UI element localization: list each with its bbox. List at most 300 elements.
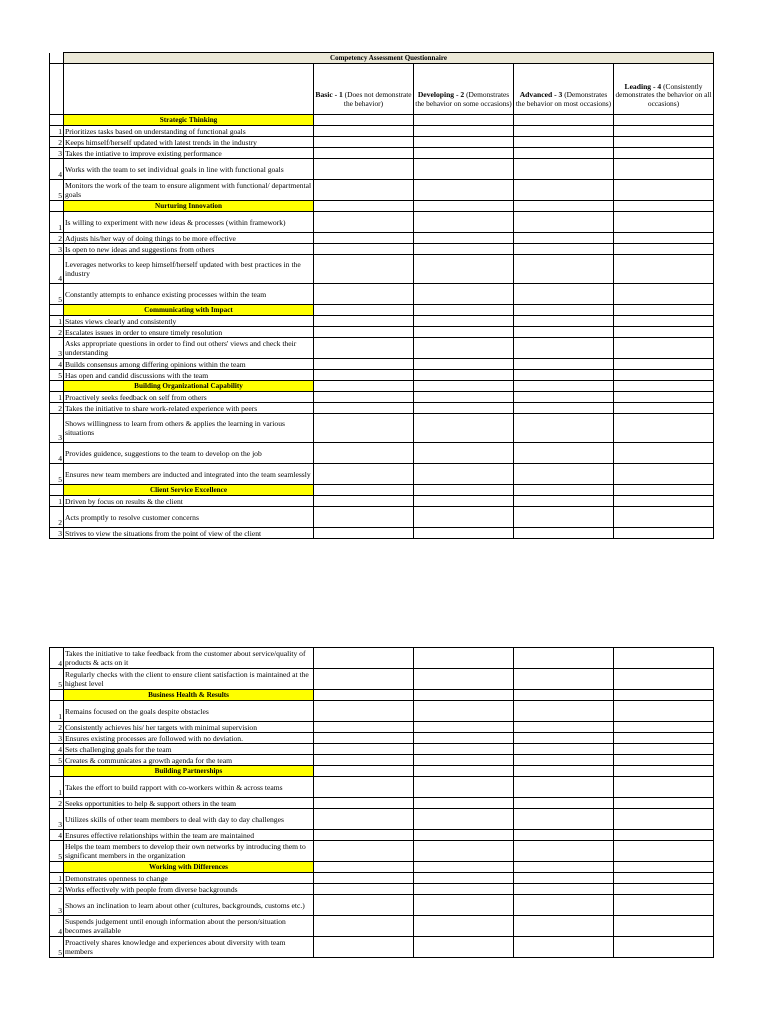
rating-cell-leading[interactable] [614, 359, 714, 370]
question-text: Acts promptly to resolve customer concerns [64, 507, 314, 528]
rating-cell-developing[interactable] [414, 798, 514, 809]
rating-cell-basic[interactable] [314, 744, 414, 755]
rating-cell-leading[interactable] [614, 701, 714, 722]
rating-cell-developing[interactable] [414, 148, 514, 159]
rating-cell-advanced[interactable] [514, 159, 614, 180]
rating-cell-advanced[interactable] [514, 359, 614, 370]
rating-cell-leading[interactable] [614, 316, 714, 327]
question-row [50, 464, 714, 485]
rating-cell-basic[interactable] [314, 244, 414, 255]
rating-cell-leading[interactable] [614, 464, 714, 485]
question-number: 2 [50, 507, 64, 528]
question-row [50, 233, 714, 244]
rating-cell-basic[interactable] [314, 255, 414, 284]
rating-cell-developing[interactable] [414, 895, 514, 916]
rating-cell-leading[interactable] [614, 233, 714, 244]
rating-cell-basic[interactable] [314, 809, 414, 830]
rating-cell-developing[interactable] [414, 284, 514, 305]
section-heading-nurturing-innovation: Nurturing Innovation [64, 201, 314, 212]
rating-cell-advanced[interactable] [514, 148, 614, 159]
question-text: Strives to view the situations from the point of view of the client [64, 528, 314, 539]
question-number: 1 [50, 126, 64, 137]
rating-cell-leading[interactable] [614, 648, 714, 669]
section-row [50, 305, 714, 316]
rating-cell-basic[interactable] [314, 916, 414, 937]
question-text: Ensures effective relationships within the team are maintained [64, 830, 314, 841]
question-number: 3 [50, 414, 64, 443]
question-row [50, 744, 714, 755]
question-text: Remains focused on the goals despite obstacles [64, 701, 314, 722]
rating-cell-leading[interactable] [614, 733, 714, 744]
question-number: 5 [50, 180, 64, 201]
rating-cell-basic[interactable] [314, 137, 414, 148]
rating-cell-advanced[interactable] [514, 777, 614, 798]
rating-cell-advanced[interactable] [514, 798, 614, 809]
question-text: Prioritizes tasks based on understanding of functional goals [64, 126, 314, 137]
rating-cell-developing[interactable] [414, 722, 514, 733]
rating-cell-developing[interactable] [414, 244, 514, 255]
question-text: Takes the initiative to share work-related experience with peers [64, 403, 314, 414]
question-number: 1 [50, 701, 64, 722]
rating-cell-leading[interactable] [614, 338, 714, 359]
rating-cell-leading[interactable] [614, 873, 714, 884]
question-number: 2 [50, 327, 64, 338]
rating-cell-leading[interactable] [614, 327, 714, 338]
question-number: 2 [50, 884, 64, 895]
question-row [50, 841, 714, 862]
question-number: 3 [50, 148, 64, 159]
question-row [50, 316, 714, 327]
question-row [50, 126, 714, 137]
question-row [50, 496, 714, 507]
question-number: 5 [50, 937, 64, 958]
rating-cell-developing[interactable] [414, 733, 514, 744]
rating-cell-advanced[interactable] [514, 137, 614, 148]
rating-cell-leading[interactable] [614, 370, 714, 381]
rating-cell-leading[interactable] [614, 180, 714, 201]
question-number: 4 [50, 255, 64, 284]
rating-cell-developing[interactable] [414, 359, 514, 370]
rating-cell-developing[interactable] [414, 403, 514, 414]
rating-cell-basic[interactable] [314, 884, 414, 895]
rating-cell-advanced[interactable] [514, 414, 614, 443]
rating-cell-basic[interactable] [314, 755, 414, 766]
rating-cell-developing[interactable] [414, 126, 514, 137]
rating-cell-leading[interactable] [614, 798, 714, 809]
rating-cell-leading[interactable] [614, 528, 714, 539]
question-text: Driven by focus on results & the client [64, 496, 314, 507]
rating-cell-advanced[interactable] [514, 701, 614, 722]
rating-cell-developing[interactable] [414, 809, 514, 830]
rating-cell-advanced[interactable] [514, 755, 614, 766]
rating-cell-developing[interactable] [414, 669, 514, 690]
rating-cell-basic[interactable] [314, 733, 414, 744]
rating-cell-leading[interactable] [614, 443, 714, 464]
rating-cell-basic[interactable] [314, 180, 414, 201]
rating-cell-leading[interactable] [614, 255, 714, 284]
rating-cell-basic[interactable] [314, 403, 414, 414]
question-row [50, 528, 714, 539]
question-text: Asks appropriate questions in order to find out others' views and check their understanding [64, 338, 314, 359]
rating-cell-basic[interactable] [314, 359, 414, 370]
question-row [50, 137, 714, 148]
rating-cell-basic[interactable] [314, 316, 414, 327]
question-number: 2 [50, 403, 64, 414]
question-text: Constantly attempts to enhance existing processes within the team [64, 284, 314, 305]
rating-cell-advanced[interactable] [514, 744, 614, 755]
question-number: 3 [50, 733, 64, 744]
rating-cell-developing[interactable] [414, 443, 514, 464]
rating-cell-developing[interactable] [414, 233, 514, 244]
rating-cell-leading[interactable] [614, 916, 714, 937]
rating-cell-leading[interactable] [614, 895, 714, 916]
section-heading-communicating-with-impact: Communicating with Impact [64, 305, 314, 316]
rating-cell-basic[interactable] [314, 722, 414, 733]
rating-cell-advanced[interactable] [514, 873, 614, 884]
question-row [50, 392, 714, 403]
question-row [50, 916, 714, 937]
question-row [50, 180, 714, 201]
question-row [50, 403, 714, 414]
questionnaire-title: Competency Assessment Questionnaire [64, 53, 714, 64]
level-header-developing: Developing - 2 (Demonstrates the behavior on some occasions) [414, 64, 514, 115]
section-row [50, 201, 714, 212]
rating-cell-leading[interactable] [614, 137, 714, 148]
question-text: Works with the team to set individual goals in line with functional goals [64, 159, 314, 180]
section-heading-building-partnerships: Building Partnerships [64, 766, 314, 777]
rating-cell-basic[interactable] [314, 873, 414, 884]
questionnaire-table-page1 [49, 52, 714, 539]
question-row [50, 798, 714, 809]
rating-cell-basic[interactable] [314, 937, 414, 958]
rating-cell-leading[interactable] [614, 392, 714, 403]
rating-cell-developing[interactable] [414, 464, 514, 485]
rating-cell-leading[interactable] [614, 126, 714, 137]
question-number: 3 [50, 809, 64, 830]
question-row [50, 255, 714, 284]
question-number: 4 [50, 830, 64, 841]
rating-cell-basic[interactable] [314, 507, 414, 528]
rating-cell-leading[interactable] [614, 403, 714, 414]
question-row [50, 669, 714, 690]
rating-cell-developing[interactable] [414, 255, 514, 284]
rating-cell-advanced[interactable] [514, 233, 614, 244]
rating-cell-leading[interactable] [614, 212, 714, 233]
question-text: Demonstrates openness to change [64, 873, 314, 884]
rating-cell-basic[interactable] [314, 233, 414, 244]
question-text: Utilizes skills of other team members to deal with day to day challenges [64, 809, 314, 830]
rating-cell-advanced[interactable] [514, 496, 614, 507]
rating-cell-basic[interactable] [314, 895, 414, 916]
level-header-basic: Basic - 1 (Does not demonstrate the behavior) [314, 64, 414, 115]
question-row [50, 809, 714, 830]
rating-cell-advanced[interactable] [514, 327, 614, 338]
question-number: 2 [50, 722, 64, 733]
rating-cell-developing[interactable] [414, 327, 514, 338]
rating-cell-basic[interactable] [314, 841, 414, 862]
section-row [50, 115, 714, 126]
question-row [50, 159, 714, 180]
question-row [50, 370, 714, 381]
rating-cell-advanced[interactable] [514, 648, 614, 669]
rating-cell-basic[interactable] [314, 414, 414, 443]
rating-cell-leading[interactable] [614, 937, 714, 958]
rating-cell-basic[interactable] [314, 777, 414, 798]
rating-cell-leading[interactable] [614, 496, 714, 507]
question-text: Proactively shares knowledge and experiences about diversity with team members [64, 937, 314, 958]
rating-cell-leading[interactable] [614, 830, 714, 841]
question-number: 4 [50, 744, 64, 755]
rating-cell-advanced[interactable] [514, 884, 614, 895]
rating-cell-basic[interactable] [314, 701, 414, 722]
question-row [50, 284, 714, 305]
question-row [50, 895, 714, 916]
question-text: Proactively seeks feedback on self from others [64, 392, 314, 403]
rating-cell-developing[interactable] [414, 414, 514, 443]
question-row [50, 244, 714, 255]
rating-cell-developing[interactable] [414, 159, 514, 180]
section-heading-business-health-results: Business Health & Results [64, 690, 314, 701]
rating-cell-leading[interactable] [614, 777, 714, 798]
question-text: Provides guidence, suggestions to the team to develop on the job [64, 443, 314, 464]
question-text: Helps the team members to develop their own networks by introducing them to significant members in the organization [64, 841, 314, 862]
rating-cell-developing[interactable] [414, 496, 514, 507]
rating-cell-advanced[interactable] [514, 284, 614, 305]
question-number: 4 [50, 359, 64, 370]
rating-cell-advanced[interactable] [514, 212, 614, 233]
question-number: 1 [50, 873, 64, 884]
level-header-leading: Leading - 4 (Consistently demonstrates the behavior on all occasions) [614, 64, 714, 115]
question-number: 2 [50, 137, 64, 148]
question-text: Ensures existing processes are followed with no deviation. [64, 733, 314, 744]
rating-cell-advanced[interactable] [514, 669, 614, 690]
question-number: 3 [50, 895, 64, 916]
question-text: Takes the initiative to take feedback from the customer about service/quality of products & acts on it [64, 648, 314, 669]
rating-cell-basic[interactable] [314, 464, 414, 485]
question-number: 5 [50, 464, 64, 485]
rating-cell-leading[interactable] [614, 284, 714, 305]
rating-cell-developing[interactable] [414, 528, 514, 539]
question-number: 5 [50, 841, 64, 862]
rating-cell-advanced[interactable] [514, 244, 614, 255]
question-row [50, 722, 714, 733]
rating-cell-leading[interactable] [614, 722, 714, 733]
rating-cell-developing[interactable] [414, 937, 514, 958]
question-text: Shows willingness to learn from others & applies the learning in various situations [64, 414, 314, 443]
rating-cell-advanced[interactable] [514, 895, 614, 916]
rating-cell-basic[interactable] [314, 338, 414, 359]
rating-cell-basic[interactable] [314, 830, 414, 841]
rating-cell-basic[interactable] [314, 327, 414, 338]
question-text: Builds consensus among differing opinions within the team [64, 359, 314, 370]
question-number: 1 [50, 496, 64, 507]
rating-cell-basic[interactable] [314, 648, 414, 669]
rating-cell-leading[interactable] [614, 884, 714, 895]
rating-cell-leading[interactable] [614, 755, 714, 766]
section-heading-strategic-thinking: Strategic Thinking [64, 115, 314, 126]
section-heading-building-organizational-capability: Building Organizational Capability [64, 381, 314, 392]
rating-cell-developing[interactable] [414, 137, 514, 148]
question-text: Takes the intiative to improve existing performance [64, 148, 314, 159]
rating-cell-advanced[interactable] [514, 392, 614, 403]
question-number: 4 [50, 443, 64, 464]
section-row [50, 690, 714, 701]
question-number: 3 [50, 338, 64, 359]
rating-cell-basic[interactable] [314, 284, 414, 305]
rating-cell-leading[interactable] [614, 841, 714, 862]
rating-cell-developing[interactable] [414, 507, 514, 528]
question-row [50, 937, 714, 958]
rating-cell-developing[interactable] [414, 316, 514, 327]
question-number: 4 [50, 916, 64, 937]
section-row [50, 766, 714, 777]
question-number: 5 [50, 370, 64, 381]
question-row [50, 733, 714, 744]
rating-cell-leading[interactable] [614, 159, 714, 180]
section-row [50, 381, 714, 392]
rating-cell-developing[interactable] [414, 180, 514, 201]
question-number: 5 [50, 755, 64, 766]
question-row [50, 443, 714, 464]
rating-cell-advanced[interactable] [514, 316, 614, 327]
question-row [50, 755, 714, 766]
question-row [50, 414, 714, 443]
question-row [50, 777, 714, 798]
question-row [50, 873, 714, 884]
rating-cell-developing[interactable] [414, 777, 514, 798]
rating-cell-developing[interactable] [414, 338, 514, 359]
rating-cell-advanced[interactable] [514, 370, 614, 381]
rating-cell-advanced[interactable] [514, 528, 614, 539]
question-row [50, 648, 714, 669]
rating-cell-advanced[interactable] [514, 507, 614, 528]
question-text: Works effectively with people from diverse backgrounds [64, 884, 314, 895]
rating-cell-advanced[interactable] [514, 464, 614, 485]
question-row [50, 327, 714, 338]
question-text: Monitors the work of the team to ensure alignment with functional/ departmental goals [64, 180, 314, 201]
rating-cell-developing[interactable] [414, 701, 514, 722]
rating-cell-advanced[interactable] [514, 937, 614, 958]
rating-cell-developing[interactable] [414, 744, 514, 755]
question-text: Ensures new team members are inducted and integrated into the team seamlessly [64, 464, 314, 485]
rating-cell-advanced[interactable] [514, 126, 614, 137]
rating-cell-advanced[interactable] [514, 443, 614, 464]
rating-cell-advanced[interactable] [514, 338, 614, 359]
rating-cell-advanced[interactable] [514, 255, 614, 284]
rating-cell-developing[interactable] [414, 212, 514, 233]
rating-cell-basic[interactable] [314, 370, 414, 381]
title-row [50, 53, 714, 64]
section-row [50, 485, 714, 496]
question-number: 1 [50, 316, 64, 327]
rating-cell-basic[interactable] [314, 159, 414, 180]
question-number: 2 [50, 233, 64, 244]
rating-cell-developing[interactable] [414, 755, 514, 766]
question-text: Adjusts his/her way of doing things to be more effective [64, 233, 314, 244]
rating-cell-leading[interactable] [614, 148, 714, 159]
question-number: 4 [50, 159, 64, 180]
question-number: 3 [50, 244, 64, 255]
rating-cell-advanced[interactable] [514, 180, 614, 201]
question-row [50, 212, 714, 233]
rating-cell-developing[interactable] [414, 830, 514, 841]
section-heading-working-with-differences: Working with Differences [64, 862, 314, 873]
question-row [50, 507, 714, 528]
question-text: Is open to new ideas and suggestions from others [64, 244, 314, 255]
question-text: Has open and candid discussions with the team [64, 370, 314, 381]
question-number: 1 [50, 777, 64, 798]
rating-cell-advanced[interactable] [514, 841, 614, 862]
level-header-row [50, 64, 714, 115]
question-text: Regularly checks with the client to ensure client satisfaction is maintained at the highest level [64, 669, 314, 690]
rating-cell-leading[interactable] [614, 669, 714, 690]
rating-cell-basic[interactable] [314, 496, 414, 507]
question-row [50, 148, 714, 159]
rating-cell-developing[interactable] [414, 392, 514, 403]
rating-cell-basic[interactable] [314, 212, 414, 233]
question-text: Leverages networks to keep himself/herself updated with best practices in the industry [64, 255, 314, 284]
question-text: Escalates issues in order to ensure timely resolution [64, 327, 314, 338]
rating-cell-basic[interactable] [314, 669, 414, 690]
question-row [50, 359, 714, 370]
rating-cell-leading[interactable] [614, 414, 714, 443]
rating-cell-advanced[interactable] [514, 722, 614, 733]
rating-cell-advanced[interactable] [514, 733, 614, 744]
rating-cell-developing[interactable] [414, 841, 514, 862]
question-row [50, 884, 714, 895]
rating-cell-advanced[interactable] [514, 403, 614, 414]
rating-cell-basic[interactable] [314, 392, 414, 403]
rating-cell-developing[interactable] [414, 648, 514, 669]
rating-cell-advanced[interactable] [514, 809, 614, 830]
question-text: Shows an inclination to learn about other (cultures, backgrounds, customs etc.) [64, 895, 314, 916]
question-number: 5 [50, 284, 64, 305]
rating-cell-advanced[interactable] [514, 916, 614, 937]
rating-cell-leading[interactable] [614, 744, 714, 755]
rating-cell-developing[interactable] [414, 884, 514, 895]
questionnaire-table-page2 [49, 647, 714, 958]
question-text: Is willing to experiment with new ideas & processes (within framework) [64, 212, 314, 233]
rating-cell-basic[interactable] [314, 126, 414, 137]
rating-cell-basic[interactable] [314, 148, 414, 159]
rating-cell-basic[interactable] [314, 443, 414, 464]
question-number: 1 [50, 212, 64, 233]
rating-cell-basic[interactable] [314, 528, 414, 539]
question-text: Creates & communicates a growth agenda for the team [64, 755, 314, 766]
question-number: 1 [50, 392, 64, 403]
question-text: Sets challenging goals for the team [64, 744, 314, 755]
question-number: 2 [50, 798, 64, 809]
question-number: 5 [50, 669, 64, 690]
rating-cell-leading[interactable] [614, 507, 714, 528]
rating-cell-developing[interactable] [414, 873, 514, 884]
question-number: 3 [50, 528, 64, 539]
rating-cell-advanced[interactable] [514, 830, 614, 841]
rating-cell-leading[interactable] [614, 244, 714, 255]
question-row [50, 701, 714, 722]
rating-cell-developing[interactable] [414, 370, 514, 381]
question-row [50, 338, 714, 359]
rating-cell-basic[interactable] [314, 798, 414, 809]
level-header-advanced: Advanced - 3 (Demonstrates the behavior on most occasions) [514, 64, 614, 115]
question-text: Keeps himself/herself updated with latest trends in the industry [64, 137, 314, 148]
rating-cell-developing[interactable] [414, 916, 514, 937]
question-text: States views clearly and consistently [64, 316, 314, 327]
question-text: Consistently achieves his/ her targets with minimal supervision [64, 722, 314, 733]
question-text: Suspends judgement until enough information about the person/situation becomes available [64, 916, 314, 937]
rating-cell-leading[interactable] [614, 809, 714, 830]
section-row [50, 862, 714, 873]
